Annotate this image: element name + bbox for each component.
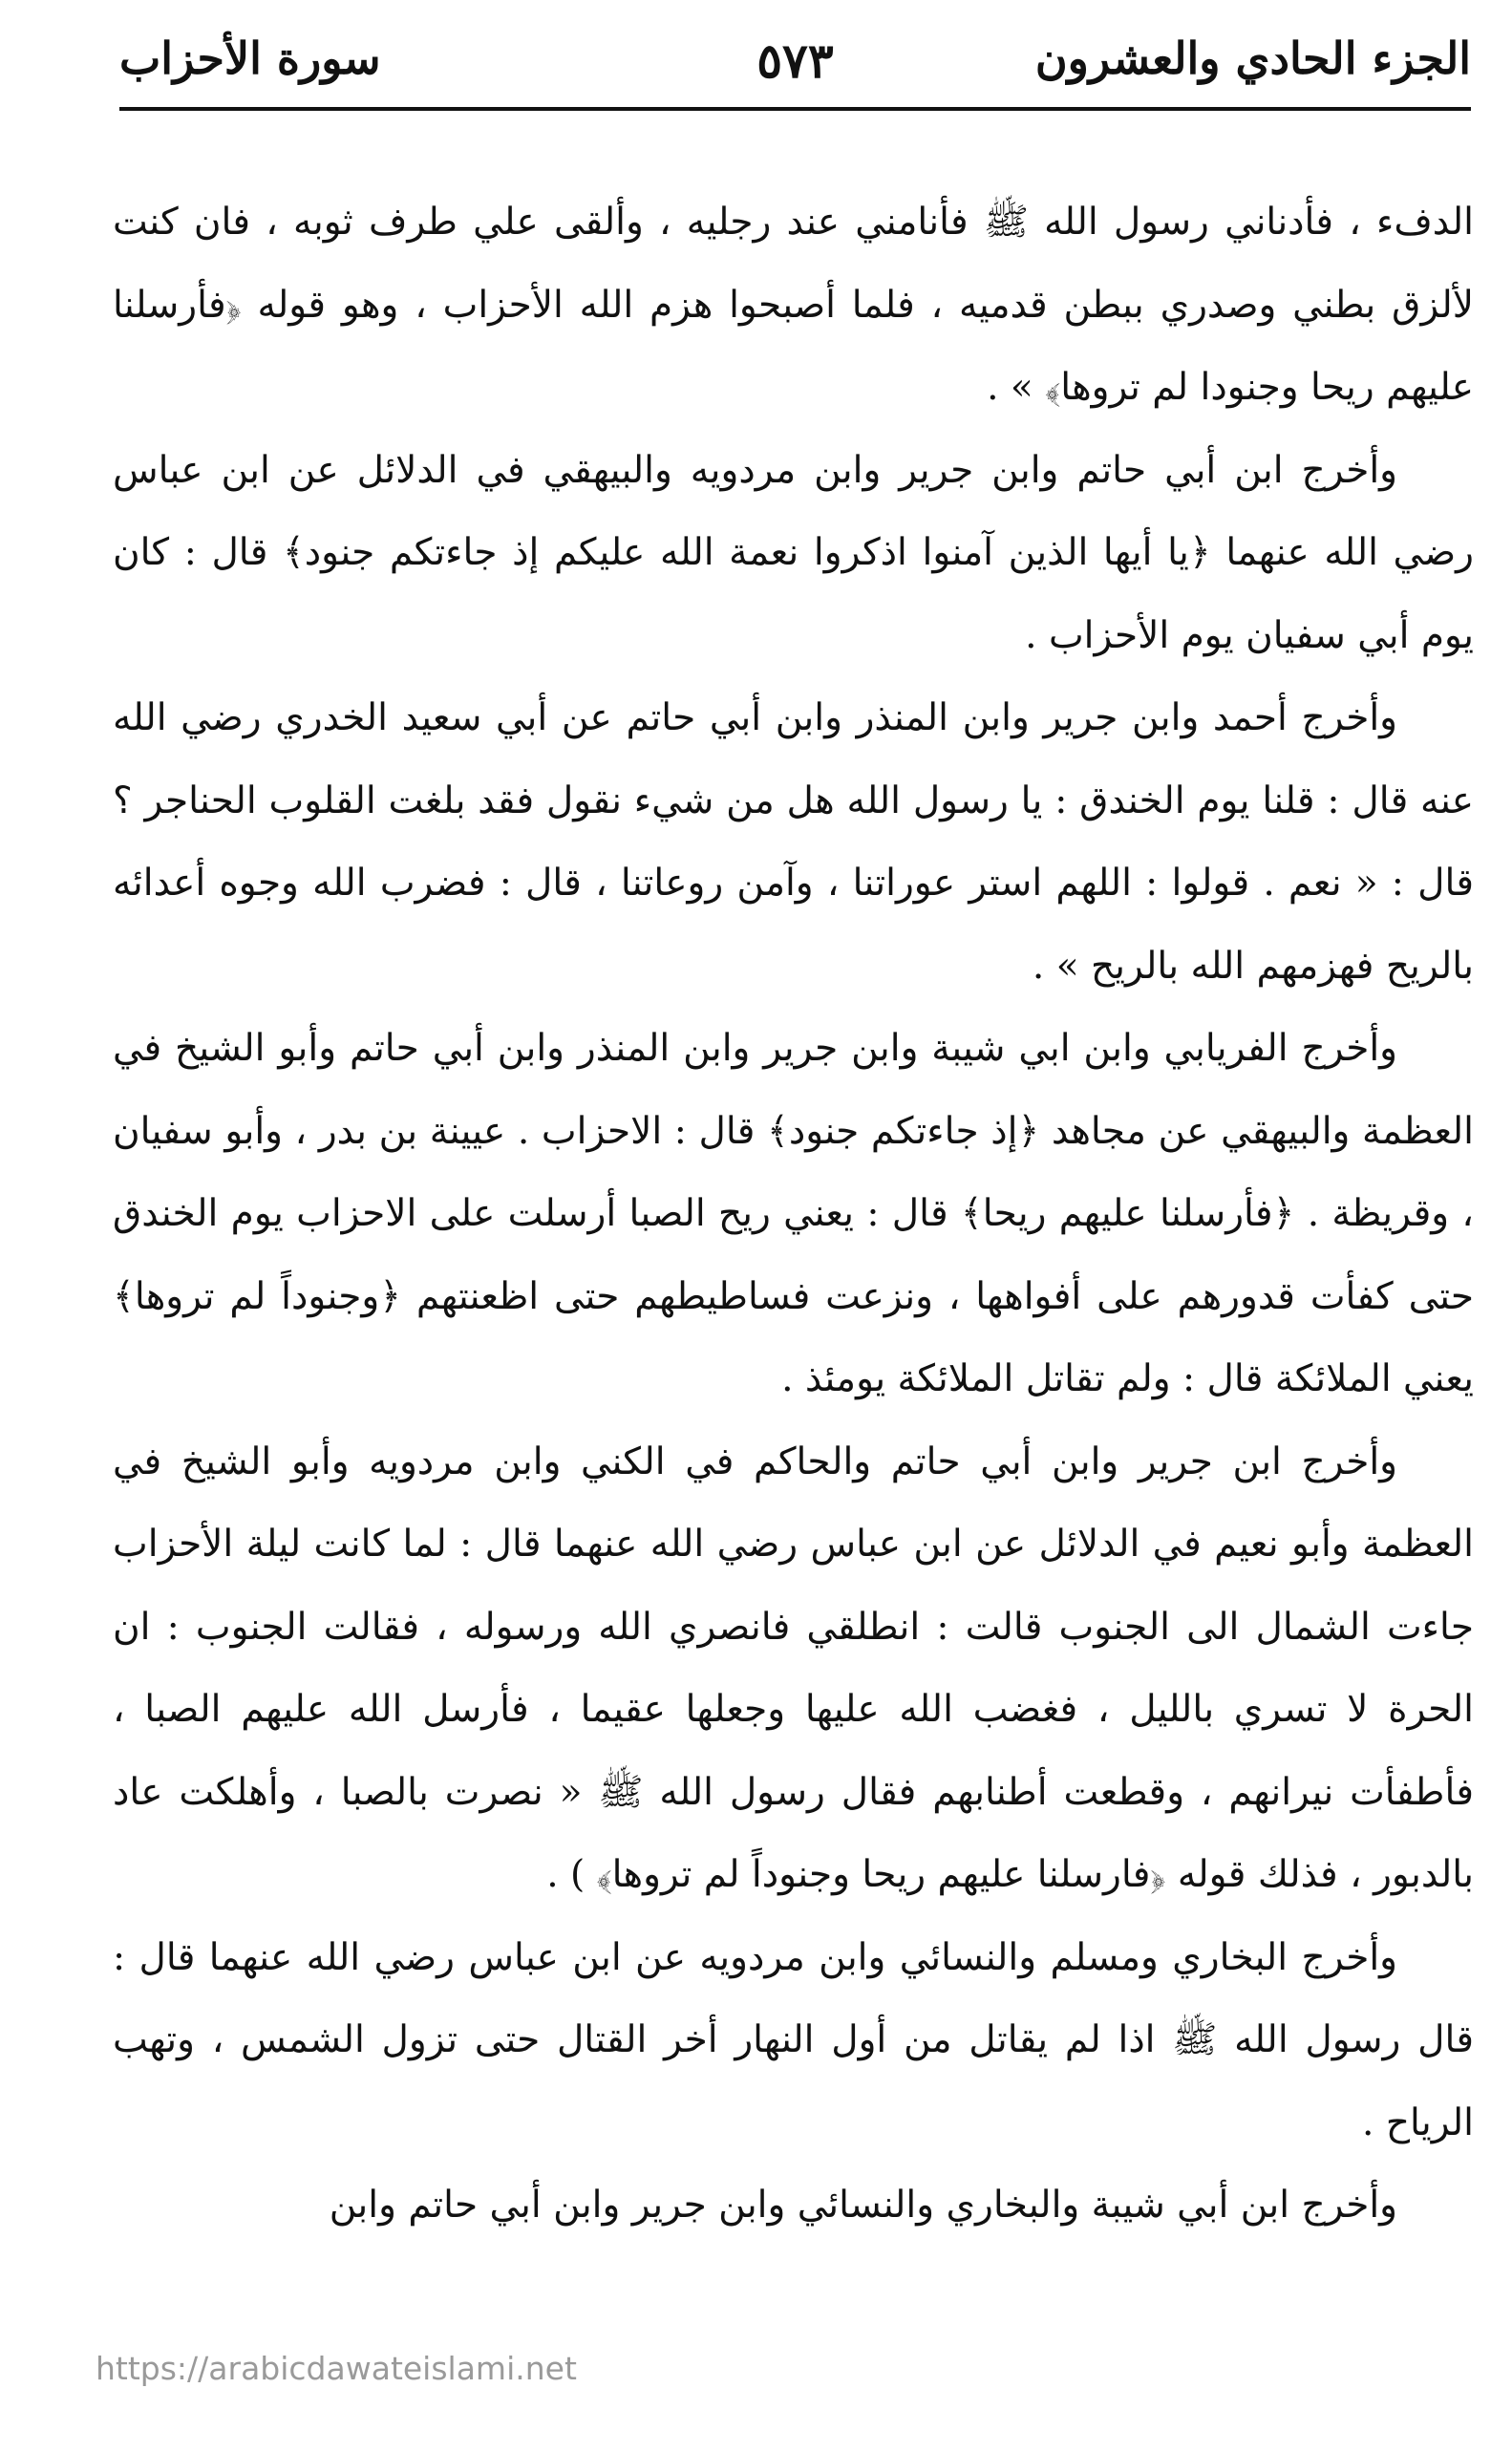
page-number: ٥٧٣	[756, 32, 834, 89]
surah-title: سورة الأحزاب	[119, 32, 381, 84]
paragraph-3: وأخرج أحمد وابن جرير وابن المنذر وابن أبي حاتم عن أبي سعيد الخدري رضي الله عنه قال : قلنا يوم الخندق : يا رسول الله هل من شيء نقول فقد بلغت القلوب الحناجر ؟ قال : « نعم . قولوا : اللهم استر عوراتنا ، وآمن روعاتنا ، قال : فضرب الله وجوه أعدائه بالريح فهزمهم الله بالريح » .	[113, 696, 1474, 988]
part-title: الجزء الحادي والعشرون	[1034, 32, 1471, 84]
page-body	[113, 181, 1474, 2248]
header-divider	[119, 107, 1471, 111]
paragraph-7: وأخرج ابن أبي شيبة والبخاري والنسائي وابن جرير وابن أبي حاتم وابن	[329, 2184, 1397, 2227]
paragraph-1: الدفء ، فأدناني رسول الله ﷺ فأنامني عند رجليه ، وألقى علي طرف ثوبه ، فان كنت لألزق بطني وصدري ببطن قدميه ، فلما أصبحوا هزم الله الأحزاب ، وهو قوله ﴿فأرسلنا عليهم ريحا وجنودا لم تروها﴾ » .	[113, 201, 1474, 409]
watermark-url: https://arabicdawateislami.net	[96, 2350, 577, 2387]
page-header	[119, 25, 1471, 101]
paragraph-4: وأخرج الفريابي وابن ابي شيبة وابن جرير وابن المنذر وابن أبي حاتم وأبو الشيخ في العظمة والبيهقي عن مجاهد ﴿إذ جاءتكم جنود﴾ قال : الاحزاب . عيينة بن بدر ، وأبو سفيان ، وقريظة . ﴿فأرسلنا عليهم ريحا﴾ قال : يعني ريح الصبا أرسلت على الاحزاب يوم الخندق حتى كفأت قدورهم على أفواهها ، ونزعت فساطيطهم حتى اظعنتهم ﴿وجنوداً لم تروها﴾ يعني الملائكة قال : ولم تقاتل الملائكة يومئذ .	[113, 1027, 1474, 1400]
paragraph-5: وأخرج ابن جرير وابن أبي حاتم والحاكم في الكني وابن مردويه وأبو الشيخ في العظمة وأبو نعيم في الدلائل عن ابن عباس رضي الله عنهما قال : لما كانت ليلة الأحزاب جاءت الشمال الى الجنوب قالت : انطلقي فانصري الله ورسوله ، فقالت الجنوب : ان الحرة لا تسري بالليل ، فغضب الله عليها وجعلها عقيما ، فأرسل الله عليهم الصبا ، فأطفأت نيرانهم ، وقطعت أطنابهم فقال رسول الله ﷺ « نصرت بالصبا ، وأهلكت عاد بالدبور ، فذلك قوله ﴿فارسلنا عليهم ريحا وجنوداً لم تروها﴾ ) .	[113, 1439, 1474, 1896]
paragraph-6: وأخرج البخاري ومسلم والنسائي وابن مردويه عن ابن عباس رضي الله عنهما قال : قال رسول الله ﷺ اذا لم يقاتل من أول النهار أخر القتال حتى تزول الشمس ، وتهب الرياح .	[113, 1935, 1474, 2144]
paragraph-2: وأخرج ابن أبي حاتم وابن جرير وابن مردويه والبيهقي في الدلائل عن ابن عباس رضي الله عنهما ﴿يا أيها الذين آمنوا اذكروا نعمة الله عليكم إذ جاءتكم جنود﴾ قال : كان يوم أبي سفيان يوم الأحزاب .	[113, 448, 1474, 657]
